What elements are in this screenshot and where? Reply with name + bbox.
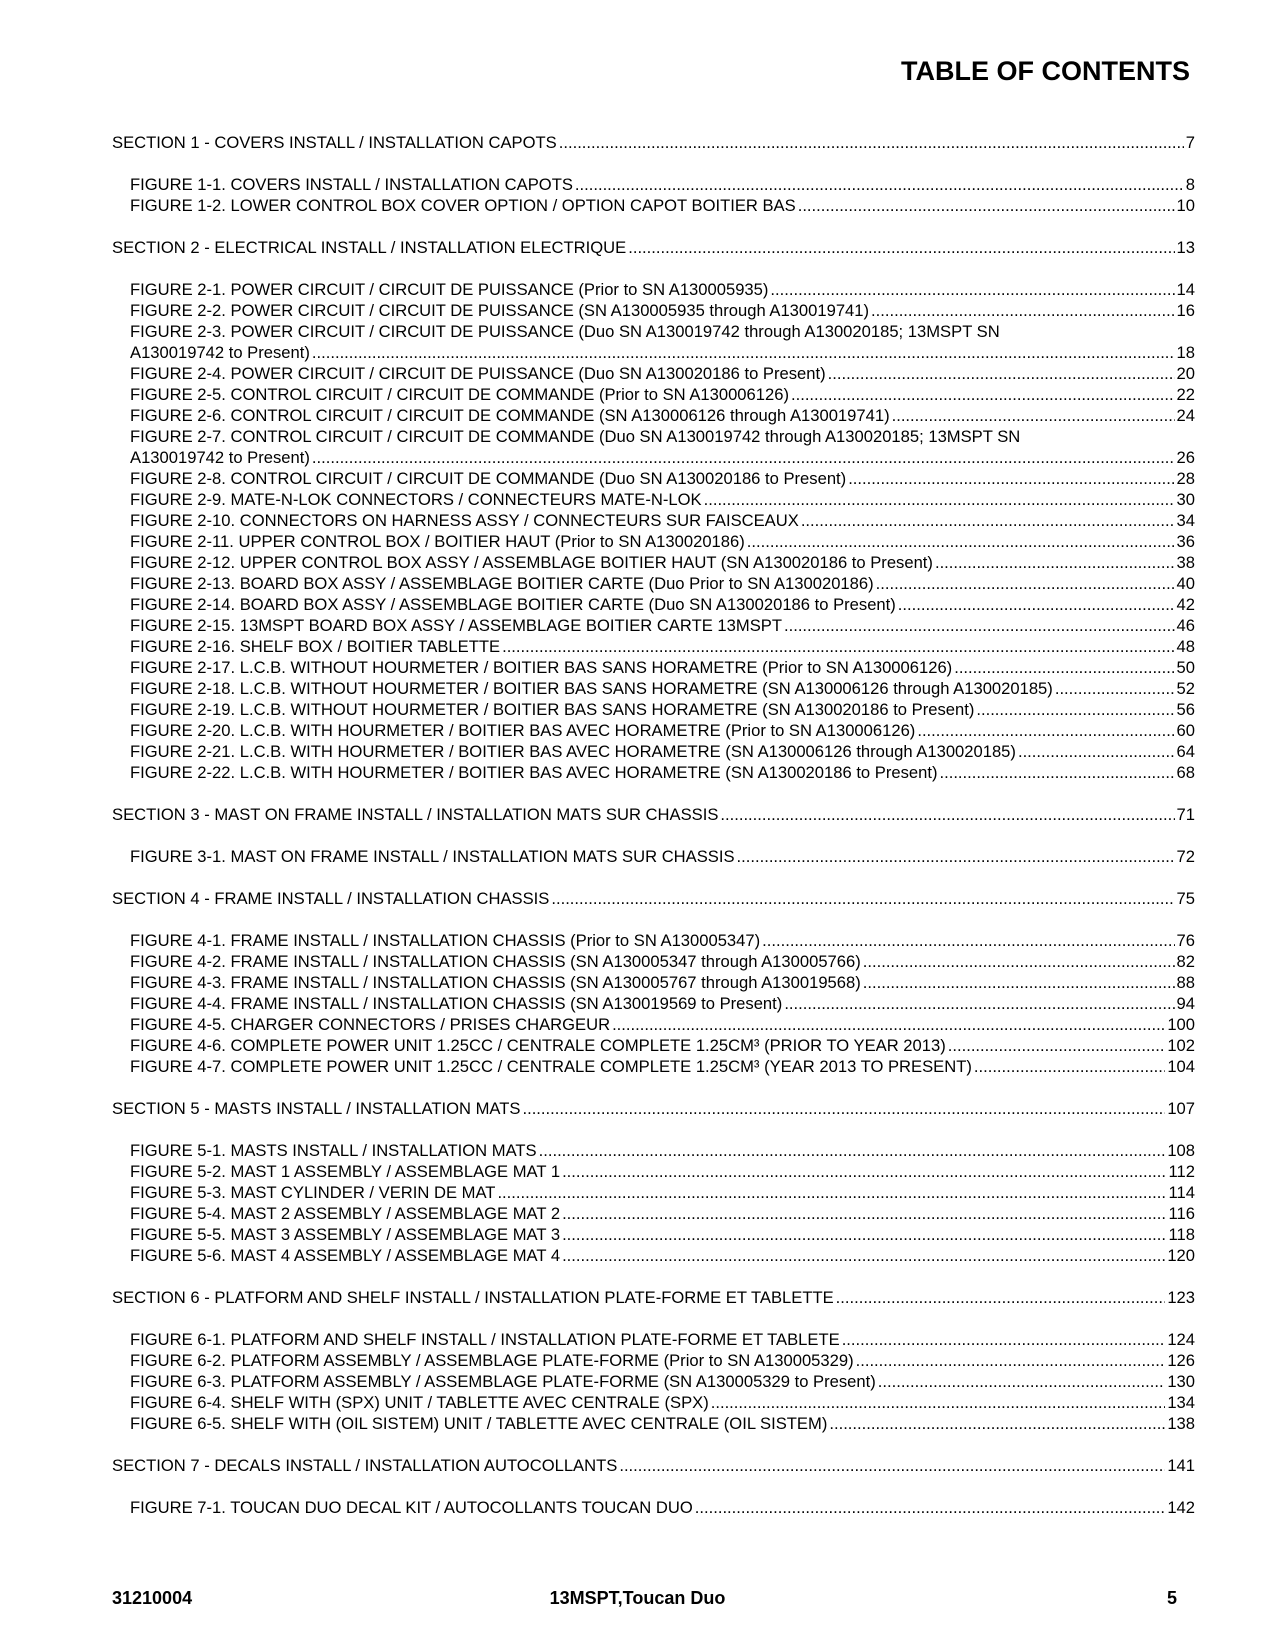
toc-figure-entry[interactable] xyxy=(130,552,1195,573)
leader-dots xyxy=(798,195,1175,216)
toc-page-number: 123 xyxy=(1167,1288,1195,1307)
toc-section-entry[interactable] xyxy=(112,1098,1195,1119)
toc-figure-entry[interactable] xyxy=(130,573,1195,594)
toc-figure-label-line2: A130019742 to Present) xyxy=(130,448,310,467)
toc-section-label: SECTION 5 - MASTS INSTALL / INSTALLATION MATS xyxy=(112,1099,521,1118)
leader-dots xyxy=(863,951,1175,972)
toc-page-number: 46 xyxy=(1176,616,1195,635)
toc-page-number: 36 xyxy=(1176,532,1195,551)
toc-page-number: 120 xyxy=(1167,1246,1195,1265)
toc-figure-label: FIGURE 6-3. PLATFORM ASSEMBLY / ASSEMBLAGE PLATE-FORME (SN A130005329 to Present) xyxy=(130,1372,876,1391)
toc-figure-list xyxy=(112,846,1195,867)
toc-page-number: 40 xyxy=(1176,574,1195,593)
leader-dots xyxy=(704,489,1175,510)
toc-figure-label: FIGURE 2-8. CONTROL CIRCUIT / CIRCUIT DE COMMANDE (Duo SN A130020186 to Present) xyxy=(130,469,847,488)
leader-dots xyxy=(551,888,1174,909)
toc-figure-label: FIGURE 4-3. FRAME INSTALL / INSTALLATION CHASSIS (SN A130005767 through A130019568) xyxy=(130,973,861,992)
toc-figure-label-continued xyxy=(130,342,1195,363)
leader-dots xyxy=(935,552,1175,573)
toc-page-number: 30 xyxy=(1176,490,1195,509)
toc-figure-entry[interactable] xyxy=(130,972,1195,993)
toc-figure-entry[interactable] xyxy=(130,426,1195,468)
toc-figure-entry[interactable] xyxy=(130,279,1195,300)
leader-dots xyxy=(917,720,1174,741)
toc-figure-entry[interactable] xyxy=(130,1203,1195,1224)
toc-section-entry[interactable] xyxy=(112,1287,1195,1308)
toc-page-number: 100 xyxy=(1167,1015,1195,1034)
toc-page-number: 114 xyxy=(1168,1183,1195,1202)
toc-page-number: 14 xyxy=(1176,280,1195,299)
leader-dots xyxy=(562,1224,1166,1245)
toc-figure-entry[interactable] xyxy=(130,1140,1195,1161)
leader-dots xyxy=(842,1329,1166,1350)
toc-page-number: 88 xyxy=(1176,973,1195,992)
toc-figure-entry[interactable] xyxy=(130,1497,1195,1518)
toc-figure-label: FIGURE 4-4. FRAME INSTALL / INSTALLATION CHASSIS (SN A130019569 to Present) xyxy=(130,994,783,1013)
toc-page-number: 8 xyxy=(1185,175,1195,194)
toc-figure-label: FIGURE 4-1. FRAME INSTALL / INSTALLATION CHASSIS (Prior to SN A130005347) xyxy=(130,931,761,950)
toc-figure-entry[interactable] xyxy=(130,321,1195,363)
toc-figure-label: FIGURE 2-6. CONTROL CIRCUIT / CIRCUIT DE COMMANDE (SN A130006126 through A130019741) xyxy=(130,406,890,425)
toc-figure-label: FIGURE 2-15. 13MSPT BOARD BOX ASSY / ASSEMBLAGE BOITIER CARTE 13MSPT xyxy=(130,616,782,635)
leader-dots xyxy=(954,657,1174,678)
toc-page-number: 71 xyxy=(1176,805,1195,824)
toc-page-number: 10 xyxy=(1176,196,1195,215)
toc-figure-entry[interactable] xyxy=(130,1371,1195,1392)
toc-page-number: 64 xyxy=(1176,742,1195,761)
toc-figure-label: FIGURE 2-14. BOARD BOX ASSY / ASSEMBLAGE BOITIER CARTE (Duo SN A130020186 to Present) xyxy=(130,595,896,614)
leader-dots xyxy=(876,573,1175,594)
toc-page-number: 104 xyxy=(1167,1057,1195,1076)
toc-figure-entry[interactable] xyxy=(130,1056,1195,1077)
toc-page-number: 24 xyxy=(1176,406,1195,425)
toc-page-number: 16 xyxy=(1176,301,1195,320)
footer-page-number: 5 xyxy=(1166,1588,1177,1608)
toc-figure-entry[interactable] xyxy=(130,699,1195,720)
toc-figure-label: FIGURE 2-4. POWER CIRCUIT / CIRCUIT DE PUISSANCE (Duo SN A130020186 to Present) xyxy=(130,364,826,383)
toc-figure-entry[interactable] xyxy=(130,720,1195,741)
toc-figure-entry[interactable] xyxy=(130,1245,1195,1266)
toc-figure-label: FIGURE 2-7. CONTROL CIRCUIT / CIRCUIT DE COMMANDE (Duo SN A130019742 through A130020185; 13MSPT SN xyxy=(130,427,1021,446)
toc-page-number: 118 xyxy=(1168,1225,1195,1244)
leader-dots xyxy=(801,510,1175,531)
leader-dots xyxy=(784,615,1175,636)
leader-dots xyxy=(974,1056,1165,1077)
toc-figure-entry[interactable] xyxy=(130,468,1195,489)
toc-figure-label: FIGURE 2-21. L.C.B. WITH HOURMETER / BOITIER BAS AVEC HORAMETRE (SN A130006126 through A130020185) xyxy=(130,742,1016,761)
leader-dots xyxy=(559,132,1184,153)
toc-figure-entry[interactable] xyxy=(130,1224,1195,1245)
footer-product-name: 13MSPT,Toucan Duo xyxy=(549,1588,726,1608)
leader-dots xyxy=(747,531,1175,552)
toc-figure-label: FIGURE 2-9. MATE-N-LOK CONNECTORS / CONNECTEURS MATE-N-LOK xyxy=(130,490,702,509)
footer-doc-number: 31210004 xyxy=(112,1588,193,1608)
toc-page-number: 126 xyxy=(1167,1351,1195,1370)
leader-dots xyxy=(575,174,1184,195)
toc-figure-label: FIGURE 3-1. MAST ON FRAME INSTALL / INSTALLATION MATS SUR CHASSIS xyxy=(130,847,735,866)
toc-figure-label: FIGURE 6-2. PLATFORM ASSEMBLY / ASSEMBLAGE PLATE-FORME (Prior to SN A130005329) xyxy=(130,1351,854,1370)
toc-figure-label: FIGURE 6-4. SHELF WITH (SPX) UNIT / TABLETTE AVEC CENTRALE (SPX) xyxy=(130,1393,709,1412)
toc-figure-label: FIGURE 2-22. L.C.B. WITH HOURMETER / BOITIER BAS AVEC HORAMETRE (SN A130020186 to Present) xyxy=(130,763,938,782)
toc-page-number: 50 xyxy=(1176,658,1195,677)
toc-page-number: 142 xyxy=(1167,1498,1195,1517)
leader-dots xyxy=(711,1392,1166,1413)
toc-figure-list xyxy=(112,174,1195,216)
toc-figure-label: FIGURE 2-1. POWER CIRCUIT / CIRCUIT DE PUISSANCE (Prior to SN A130005935) xyxy=(130,280,769,299)
toc-page-number: 102 xyxy=(1167,1036,1195,1055)
leader-dots xyxy=(784,993,1174,1014)
leader-dots xyxy=(791,384,1175,405)
leader-dots xyxy=(770,279,1174,300)
toc-figure-label: FIGURE 2-2. POWER CIRCUIT / CIRCUIT DE PUISSANCE (SN A130005935 through A130019741) xyxy=(130,301,870,320)
toc-page-number: 76 xyxy=(1176,931,1195,950)
toc-figure-label: FIGURE 4-5. CHARGER CONNECTORS / PRISES CHARGEUR xyxy=(130,1015,611,1034)
toc-page-number: 42 xyxy=(1176,595,1195,614)
toc-figure-list xyxy=(112,1140,1195,1266)
toc-figure-entry[interactable] xyxy=(130,636,1195,657)
toc-figure-label-line2: A130019742 to Present) xyxy=(130,343,310,362)
toc-figure-entry[interactable] xyxy=(130,657,1195,678)
toc-page-number: 68 xyxy=(1176,763,1195,782)
leader-dots xyxy=(737,846,1175,867)
toc-figure-label: FIGURE 2-19. L.C.B. WITHOUT HOURMETER / BOITIER BAS SANS HORAMETRE (SN A130020186 to Present) xyxy=(130,700,975,719)
toc-page-number: 18 xyxy=(1176,343,1195,362)
leader-dots xyxy=(1018,741,1175,762)
toc-page-number: 52 xyxy=(1176,679,1195,698)
leader-dots xyxy=(1055,678,1175,699)
leader-dots xyxy=(497,1182,1166,1203)
page-title: TABLE OF CONTENTS xyxy=(901,56,1190,86)
toc-figure-label: FIGURE 2-18. L.C.B. WITHOUT HOURMETER / BOITIER BAS SANS HORAMETRE (SN A130006126 through A130020185) xyxy=(130,679,1053,698)
toc-figure-entry[interactable] xyxy=(130,195,1195,216)
toc-figure-label: FIGURE 2-13. BOARD BOX ASSY / ASSEMBLAGE BOITIER CARTE (Duo Prior to SN A130020186) xyxy=(130,574,874,593)
toc-figure-entry[interactable] xyxy=(130,1161,1195,1182)
toc-figure-entry[interactable] xyxy=(130,615,1195,636)
leader-dots xyxy=(312,447,1175,468)
toc-page-number: 112 xyxy=(1168,1162,1195,1181)
toc-figure-entry[interactable] xyxy=(130,1350,1195,1371)
toc-page-number: 22 xyxy=(1176,385,1195,404)
toc-figure-entry[interactable] xyxy=(130,531,1195,552)
toc-page-number: 134 xyxy=(1167,1393,1195,1412)
toc-section-label: SECTION 2 - ELECTRICAL INSTALL / INSTALLATION ELECTRIQUE xyxy=(112,238,627,257)
toc-page-number: 56 xyxy=(1176,700,1195,719)
toc-page-number: 94 xyxy=(1176,994,1195,1013)
toc-section-entry[interactable] xyxy=(112,1455,1195,1476)
leader-dots xyxy=(619,1455,1165,1476)
toc-figure-label: FIGURE 5-5. MAST 3 ASSEMBLY / ASSEMBLAGE MAT 3 xyxy=(130,1225,561,1244)
toc-figure-list xyxy=(112,279,1195,783)
leader-dots xyxy=(948,1035,1166,1056)
toc-page-number: 107 xyxy=(1167,1099,1195,1118)
leader-dots xyxy=(976,699,1174,720)
leader-dots xyxy=(562,1161,1166,1182)
toc-page-number: 60 xyxy=(1176,721,1195,740)
leader-dots xyxy=(828,363,1175,384)
leader-dots xyxy=(720,804,1174,825)
toc-figure-entry[interactable] xyxy=(130,1392,1195,1413)
toc-section-label: SECTION 4 - FRAME INSTALL / INSTALLATION CHASSIS xyxy=(112,889,550,908)
toc-figure-entry[interactable] xyxy=(130,993,1195,1014)
toc-figure-entry[interactable] xyxy=(130,1182,1195,1203)
leader-dots xyxy=(863,972,1175,993)
toc-page-number: 108 xyxy=(1167,1141,1195,1160)
toc-figure-label: FIGURE 2-11. UPPER CONTROL BOX / BOITIER HAUT (Prior to SN A130020186) xyxy=(130,532,745,551)
toc-figure-entry[interactable] xyxy=(130,1014,1195,1035)
leader-dots xyxy=(502,636,1174,657)
toc-figure-label: FIGURE 6-5. SHELF WITH (OIL SISTEM) UNIT / TABLETTE AVEC CENTRALE (OIL SISTEM) xyxy=(130,1414,828,1433)
toc-figure-entry[interactable] xyxy=(130,1329,1195,1350)
toc-figure-entry[interactable] xyxy=(130,762,1195,783)
toc-page-number: 34 xyxy=(1176,511,1195,530)
leader-dots xyxy=(892,405,1175,426)
toc-figure-entry[interactable] xyxy=(130,951,1195,972)
toc-figure-entry[interactable] xyxy=(130,846,1195,867)
toc-page-number: 13 xyxy=(1176,238,1195,257)
toc-section-entry[interactable] xyxy=(112,237,1195,258)
toc-page-number: 20 xyxy=(1176,364,1195,383)
toc-section-entry[interactable] xyxy=(112,804,1195,825)
toc-page-number: 82 xyxy=(1176,952,1195,971)
leader-dots xyxy=(856,1350,1166,1371)
toc-figure-label-continued xyxy=(130,447,1195,468)
toc-section-label: SECTION 1 - COVERS INSTALL / INSTALLATION CAPOTS xyxy=(112,133,557,152)
toc-figure-entry[interactable] xyxy=(130,1413,1195,1434)
leader-dots xyxy=(836,1287,1166,1308)
toc-page-number: 130 xyxy=(1167,1372,1195,1391)
toc-page-number: 72 xyxy=(1176,847,1195,866)
toc-figure-label: FIGURE 4-7. COMPLETE POWER UNIT 1.25CC / CENTRALE COMPLETE 1.25CM³ (YEAR 2013 TO PRESENT) xyxy=(130,1057,972,1076)
toc-figure-entry[interactable] xyxy=(130,741,1195,762)
leader-dots xyxy=(878,1371,1166,1392)
toc-figure-label: FIGURE 2-10. CONNECTORS ON HARNESS ASSY / CONNECTEURS SUR FAISCEAUX xyxy=(130,511,799,530)
toc-figure-label: FIGURE 2-17. L.C.B. WITHOUT HOURMETER / BOITIER BAS SANS HORAMETRE (Prior to SN A130006126) xyxy=(130,658,953,677)
toc-section-entry[interactable] xyxy=(112,132,1195,153)
leader-dots xyxy=(871,300,1175,321)
toc-figure-label: FIGURE 4-2. FRAME INSTALL / INSTALLATION CHASSIS (SN A130005347 through A130005766) xyxy=(130,952,861,971)
toc-figure-entry[interactable] xyxy=(130,1035,1195,1056)
toc-figure-label: FIGURE 2-12. UPPER CONTROL BOX ASSY / ASSEMBLAGE BOITIER HAUT (SN A130020186 to Present) xyxy=(130,553,933,572)
leader-dots xyxy=(562,1203,1166,1224)
toc-figure-list xyxy=(112,1329,1195,1434)
toc-figure-list xyxy=(112,930,1195,1077)
toc-figure-label: FIGURE 2-20. L.C.B. WITH HOURMETER / BOITIER BAS AVEC HORAMETRE (Prior to SN A130006126) xyxy=(130,721,916,740)
toc-page-number: 124 xyxy=(1167,1330,1195,1349)
leader-dots xyxy=(848,468,1174,489)
toc-page-number: 75 xyxy=(1176,889,1195,908)
toc-figure-entry[interactable] xyxy=(130,510,1195,531)
leader-dots xyxy=(898,594,1175,615)
toc-page-number: 7 xyxy=(1185,133,1195,152)
toc-figure-label: FIGURE 5-6. MAST 4 ASSEMBLY / ASSEMBLAGE MAT 4 xyxy=(130,1246,561,1265)
toc-figure-entry[interactable] xyxy=(130,489,1195,510)
toc-figure-label: FIGURE 5-3. MAST CYLINDER / VERIN DE MAT xyxy=(130,1183,496,1202)
toc-figure-label: FIGURE 5-4. MAST 2 ASSEMBLY / ASSEMBLAGE MAT 2 xyxy=(130,1204,561,1223)
toc-page-number: 38 xyxy=(1176,553,1195,572)
leader-dots xyxy=(695,1497,1166,1518)
leader-dots xyxy=(628,237,1174,258)
leader-dots xyxy=(612,1014,1165,1035)
toc-page-number: 26 xyxy=(1176,448,1195,467)
toc-section-entry[interactable] xyxy=(112,888,1195,909)
leader-dots xyxy=(539,1140,1166,1161)
toc-figure-entry[interactable] xyxy=(130,363,1195,384)
toc-page-number: 141 xyxy=(1167,1456,1195,1475)
toc-figure-label: FIGURE 1-1. COVERS INSTALL / INSTALLATION CAPOTS xyxy=(130,175,573,194)
toc-section-label: SECTION 7 - DECALS INSTALL / INSTALLATION AUTOCOLLANTS xyxy=(112,1456,618,1475)
toc-figure-label: FIGURE 5-1. MASTS INSTALL / INSTALLATION MATS xyxy=(130,1141,537,1160)
leader-dots xyxy=(762,930,1174,951)
toc-page-number: 138 xyxy=(1167,1414,1195,1433)
leader-dots xyxy=(312,342,1175,363)
toc-figure-entry[interactable] xyxy=(130,678,1195,699)
toc-figure-label: FIGURE 7-1. TOUCAN DUO DECAL KIT / AUTOCOLLANTS TOUCAN DUO xyxy=(130,1498,693,1517)
toc-page-number: 28 xyxy=(1176,469,1195,488)
leader-dots xyxy=(829,1413,1165,1434)
toc-figure-label: FIGURE 6-1. PLATFORM AND SHELF INSTALL / INSTALLATION PLATE-FORME ET TABLETE xyxy=(130,1330,840,1349)
toc-figure-label: FIGURE 4-6. COMPLETE POWER UNIT 1.25CC / CENTRALE COMPLETE 1.25CM³ (PRIOR TO YEAR 2013) xyxy=(130,1036,946,1055)
toc-figure-entry[interactable] xyxy=(130,405,1195,426)
toc-figure-entry[interactable] xyxy=(130,300,1195,321)
toc-figure-entry[interactable] xyxy=(130,594,1195,615)
toc-page-number: 116 xyxy=(1168,1204,1195,1223)
toc-figure-entry[interactable] xyxy=(130,384,1195,405)
leader-dots xyxy=(562,1245,1165,1266)
leader-dots xyxy=(522,1098,1165,1119)
toc-figure-label: FIGURE 2-5. CONTROL CIRCUIT / CIRCUIT DE COMMANDE (Prior to SN A130006126) xyxy=(130,385,789,404)
toc-figure-label: FIGURE 2-3. POWER CIRCUIT / CIRCUIT DE PUISSANCE (Duo SN A130019742 through A130020185; 13MSPT SN xyxy=(130,322,1000,341)
toc-figure-list xyxy=(112,1497,1195,1518)
toc-figure-label: FIGURE 2-16. SHELF BOX / BOITIER TABLETTE xyxy=(130,637,501,656)
leader-dots xyxy=(939,762,1174,783)
toc-figure-entry[interactable] xyxy=(130,174,1195,195)
toc-figure-label: FIGURE 5-2. MAST 1 ASSEMBLY / ASSEMBLAGE MAT 1 xyxy=(130,1162,561,1181)
toc-figure-label: FIGURE 1-2. LOWER CONTROL BOX COVER OPTION / OPTION CAPOT BOITIER BAS xyxy=(130,196,796,215)
table-of-contents xyxy=(112,132,1195,1539)
toc-section-label: SECTION 3 - MAST ON FRAME INSTALL / INSTALLATION MATS SUR CHASSIS xyxy=(112,805,719,824)
toc-section-label: SECTION 6 - PLATFORM AND SHELF INSTALL / INSTALLATION PLATE-FORME ET TABLETTE xyxy=(112,1288,834,1307)
toc-page-number: 48 xyxy=(1176,637,1195,656)
toc-figure-entry[interactable] xyxy=(130,930,1195,951)
